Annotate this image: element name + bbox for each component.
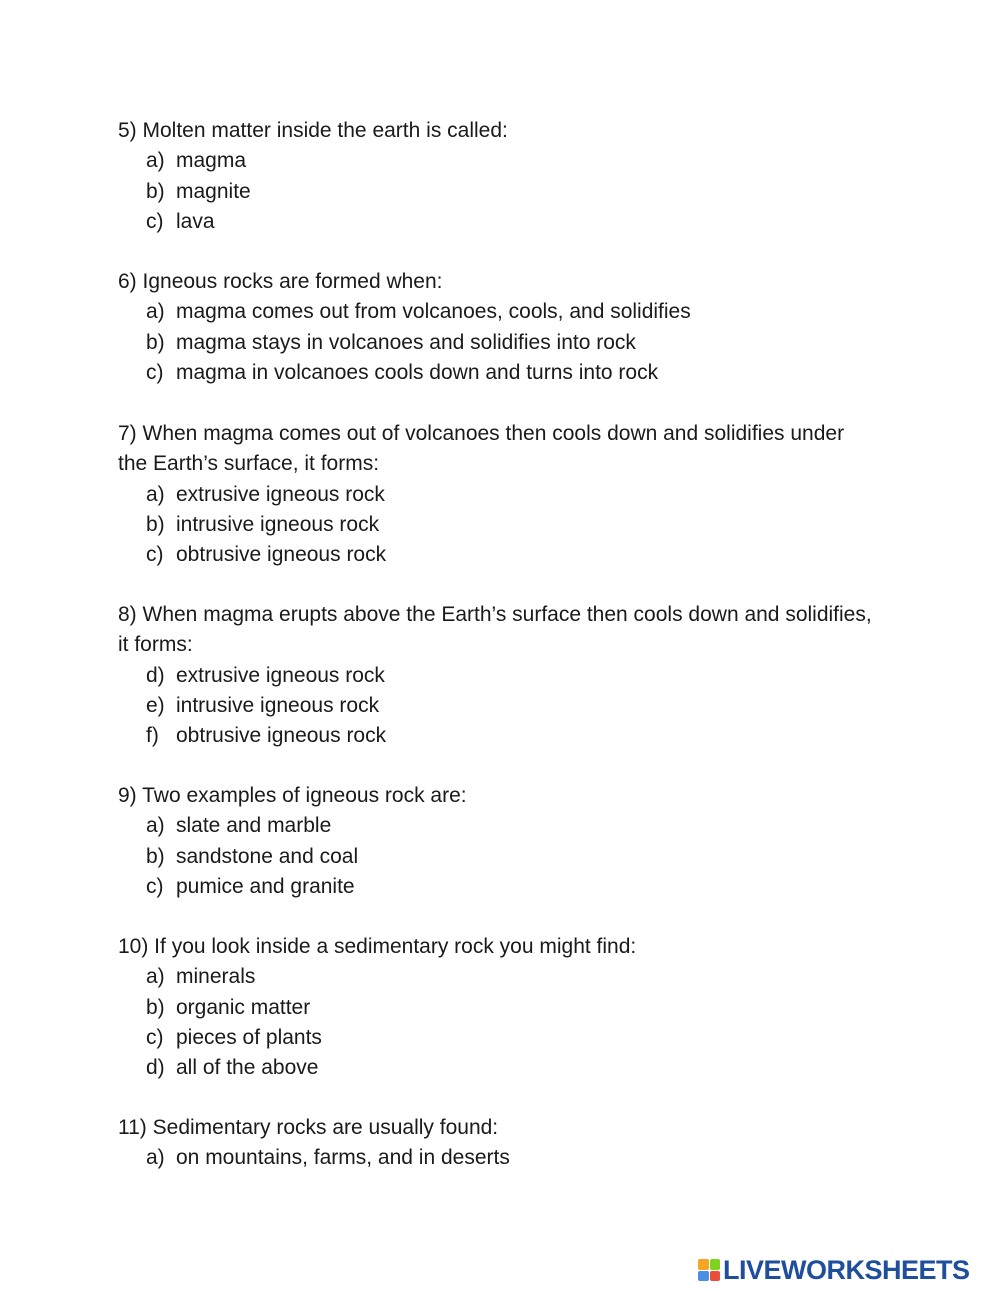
option-text: extrusive igneous rock — [176, 663, 385, 687]
option-text: organic matter — [176, 995, 311, 1019]
answer-option — [146, 842, 878, 872]
answer-option — [146, 177, 878, 207]
answer-options — [118, 811, 878, 902]
answer-option — [146, 358, 878, 388]
question-block — [118, 781, 878, 902]
option-text: obtrusive igneous rock — [176, 543, 387, 567]
option-letter: c) — [146, 874, 164, 898]
question-text: 10) If you look inside a sedimentary rock you might find: — [118, 935, 637, 958]
answer-options — [118, 661, 878, 752]
option-text: intrusive igneous rock — [176, 512, 380, 536]
question-text: 6) Igneous rocks are formed when: — [118, 270, 443, 293]
option-letter: a) — [146, 814, 165, 838]
answer-option — [146, 328, 878, 358]
option-text: magma — [176, 149, 247, 173]
answer-option — [146, 510, 878, 540]
option-letter: d) — [146, 1056, 165, 1080]
answer-option — [146, 811, 878, 841]
question-block — [118, 1113, 878, 1174]
question-text: 5) Molten matter inside the earth is called: — [118, 119, 508, 142]
option-letter: c) — [146, 1025, 164, 1049]
answer-options — [118, 962, 878, 1083]
answer-option — [146, 721, 878, 751]
option-text: slate and marble — [176, 814, 332, 838]
option-letter: f) — [146, 724, 159, 748]
answer-option — [146, 1143, 878, 1173]
option-text: pumice and granite — [176, 874, 355, 898]
option-letter: b) — [146, 179, 165, 203]
option-text: on mountains, farms, and in deserts — [176, 1146, 510, 1170]
answer-option — [146, 297, 878, 327]
option-letter: d) — [146, 663, 165, 687]
answer-option — [146, 207, 878, 237]
liveworksheets-logo-icon — [698, 1259, 720, 1281]
option-letter: a) — [146, 149, 165, 173]
option-text: magnite — [176, 179, 251, 203]
option-text: magma in volcanoes cools down and turns into rock — [176, 360, 659, 384]
option-text: extrusive igneous rock — [176, 482, 385, 506]
answer-option — [146, 146, 878, 176]
option-letter: b) — [146, 844, 165, 868]
option-text: lava — [176, 209, 215, 233]
answer-option — [146, 691, 878, 721]
answer-option — [146, 962, 878, 992]
answer-option — [146, 872, 878, 902]
option-text: intrusive igneous rock — [176, 693, 380, 717]
option-text: sandstone and coal — [176, 844, 359, 868]
option-letter: a) — [146, 1146, 165, 1170]
option-text: pieces of plants — [176, 1025, 322, 1049]
option-letter: c) — [146, 360, 164, 384]
question-block — [118, 419, 878, 570]
question-block — [118, 932, 878, 1083]
option-text: all of the above — [176, 1056, 319, 1080]
option-letter: e) — [146, 693, 165, 717]
option-text: magma comes out from volcanoes, cools, and solidifies — [176, 300, 691, 324]
answer-option — [146, 1023, 878, 1053]
liveworksheets-logo — [698, 1255, 970, 1285]
answer-option — [146, 661, 878, 691]
option-text: magma stays in volcanoes and solidifies into rock — [176, 330, 636, 354]
answer-option — [146, 480, 878, 510]
question-text: 7) When magma comes out of volcanoes then cools down and solidifies under the Earth’s surface, it forms: — [118, 422, 845, 476]
option-letter: c) — [146, 543, 164, 567]
answer-option — [146, 540, 878, 570]
answer-option — [146, 993, 878, 1023]
question-block — [118, 116, 878, 237]
answer-option — [146, 1053, 878, 1083]
option-text: obtrusive igneous rock — [176, 724, 387, 748]
question-block — [118, 267, 878, 388]
option-letter: a) — [146, 965, 165, 989]
logo-text: LIVEWORKSHEETS — [723, 1255, 970, 1285]
answer-options — [118, 146, 878, 237]
answer-options — [118, 480, 878, 571]
option-letter: b) — [146, 512, 165, 536]
option-letter: a) — [146, 300, 165, 324]
question-text: 8) When magma erupts above the Earth’s surface then cools down and solidifies, it forms: — [118, 603, 872, 657]
answer-options — [118, 1143, 878, 1173]
option-letter: c) — [146, 209, 164, 233]
option-text: minerals — [176, 965, 256, 989]
option-letter: b) — [146, 330, 165, 354]
answer-options — [118, 297, 878, 388]
question-text: 9) Two examples of igneous rock are: — [118, 784, 467, 807]
question-block — [118, 600, 878, 751]
question-text: 11) Sedimentary rocks are usually found: — [118, 1116, 499, 1139]
option-letter: b) — [146, 995, 165, 1019]
option-letter: a) — [146, 482, 165, 506]
